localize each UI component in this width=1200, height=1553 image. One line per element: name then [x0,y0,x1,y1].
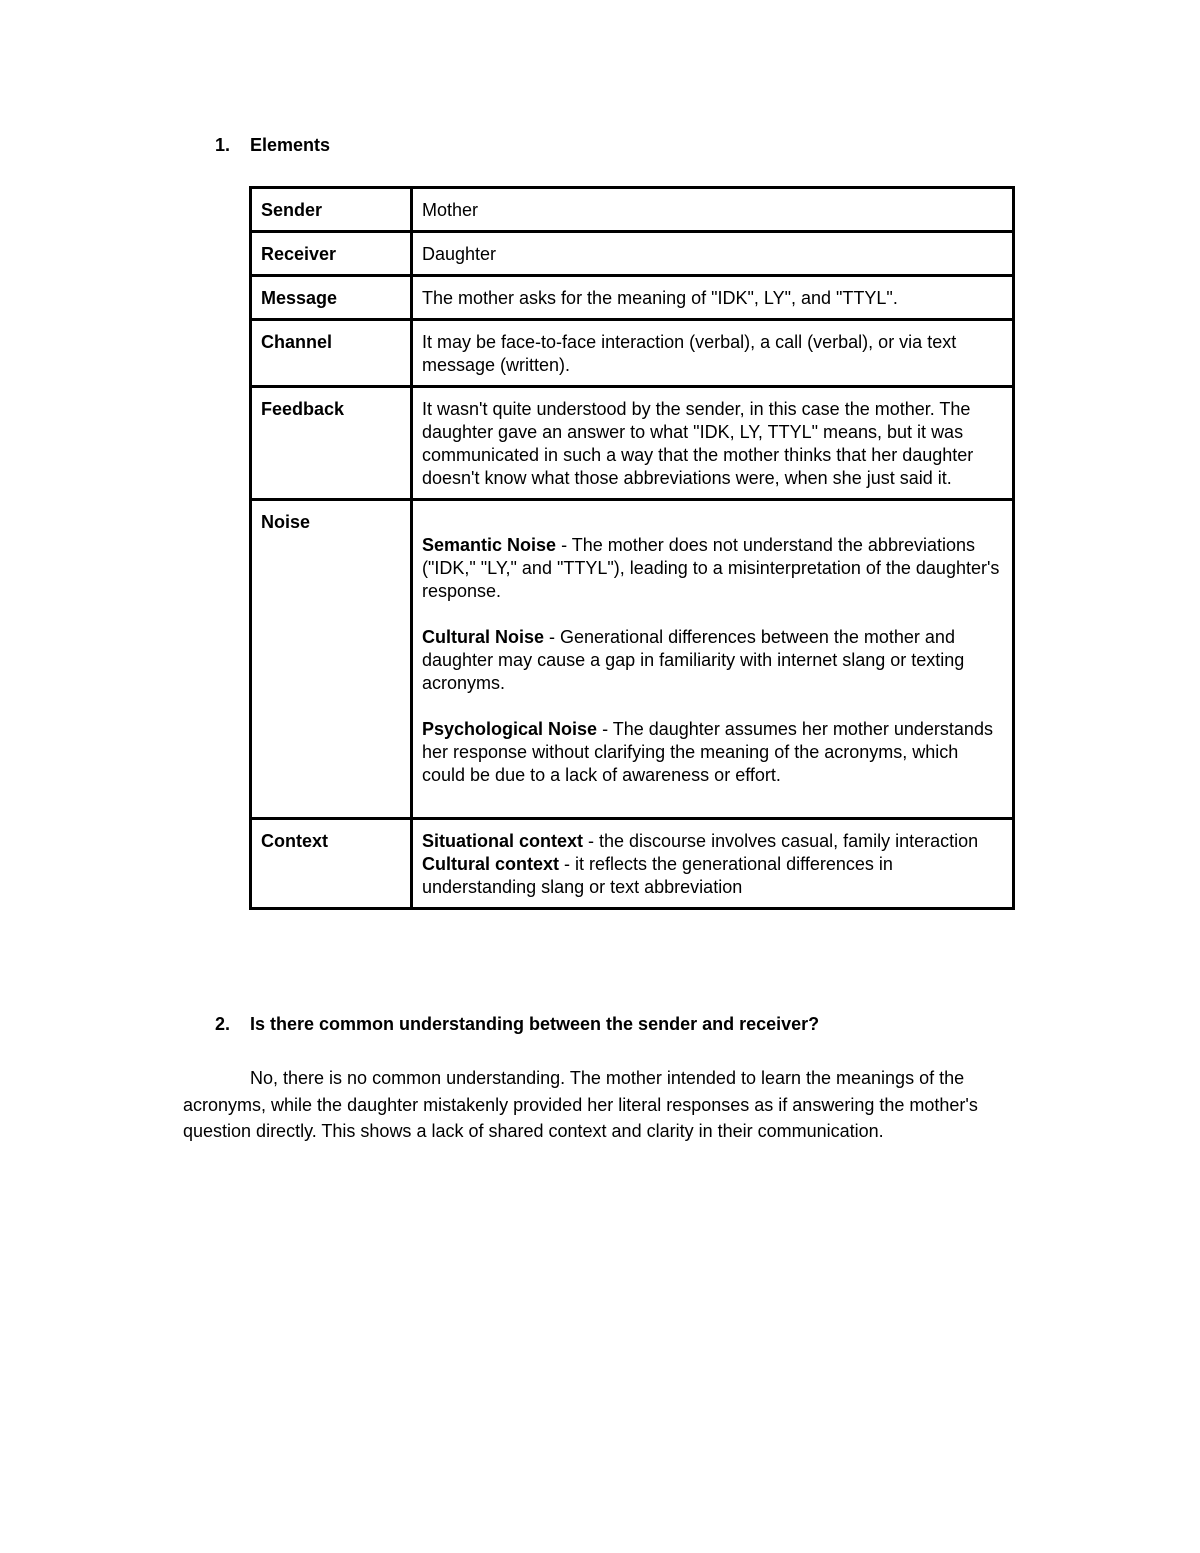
paragraph-text: It wasn't quite understood by the sender, in this case the mother. The daughter gave an answer to what "IDK, LY, TTYL" means, but it was communicated in such a way that the mother thinks that her daughter doesn't know what those abbreviations were, when she just said it. [422,399,974,488]
section-2-number: 2. [215,1014,231,1034]
table-row-receiver [251,232,1014,276]
row-label: Feedback [251,387,412,500]
section-1-number: 1. [215,135,231,155]
paragraph-bold: Psychological Noise [422,719,598,739]
paragraph-bold: Situational context [422,831,584,851]
table-row-channel [251,320,1014,387]
paragraph-text: - it reflects the generational differences in understanding slang or text abbreviation [422,854,893,897]
row-label: Message [251,276,412,320]
section-2-title: Is there common understanding between the sender and receiver? [250,1014,820,1034]
paragraph-bold: Semantic Noise [422,535,557,555]
row-label: Sender [251,188,412,232]
row-paragraph [422,287,1004,310]
row-label: Context [251,819,412,909]
row-value [412,500,1014,819]
paragraph-text: Daughter [422,244,497,264]
noise-semantic [422,534,1004,603]
paragraph-text: - The mother does not understand the abbreviations ("IDK," "LY," and "TTYL"), leading to a misinterpretation of the daughter's response. [422,535,1000,601]
paragraph-bold: Cultural context [422,854,560,874]
table-row-noise [251,500,1014,819]
paragraph-text: - the discourse involves casual, family interaction [583,831,979,851]
section-2-heading [215,1013,819,1036]
section-1-heading [215,134,330,157]
row-value [412,387,1014,500]
paragraph-text: Mother [422,200,479,220]
paragraph-text: The mother asks for the meaning of "IDK", LY", and "TTYL". [422,288,898,308]
table-row-message [251,276,1014,320]
row-label: Receiver [251,232,412,276]
elements-table [249,186,1015,910]
section-2-answer: No, there is no common understanding. The mother intended to learn the meanings of the acronyms, while the daughter mistakenly provided her literal responses as if answering the mother's question directly. This shows a lack of shared context and clarity in their communication. [183,1068,978,1141]
context-cultural [422,853,1004,899]
row-value [412,188,1014,232]
row-paragraph [422,243,1004,266]
section-1-title: Elements [250,135,331,155]
noise-cultural [422,626,1004,695]
row-label: Noise [251,500,412,819]
context-situational [422,830,1004,853]
paragraph-text: - The daughter assumes her mother understands her response without clarifying the meaning of the acronyms, which could be due to a lack of awareness or effort. [422,719,993,785]
row-value [412,232,1014,276]
table-row-context [251,819,1014,909]
row-value [412,320,1014,387]
row-value [412,276,1014,320]
row-value [412,819,1014,909]
row-paragraph [422,199,1004,222]
row-label: Channel [251,320,412,387]
paragraph-text: - Generational differences between the mother and daughter may cause a gap in familiarity with internet slang or texting acronyms. [422,627,965,693]
paragraph-text: It may be face-to-face interaction (verbal), a call (verbal), or via text message (written). [422,332,957,375]
table-row-feedback [251,387,1014,500]
paragraph-bold: Cultural Noise [422,627,545,647]
noise-psychological [422,718,1004,787]
row-paragraph [422,331,1004,377]
table-row-sender [251,188,1014,232]
row-paragraph [422,398,1004,490]
